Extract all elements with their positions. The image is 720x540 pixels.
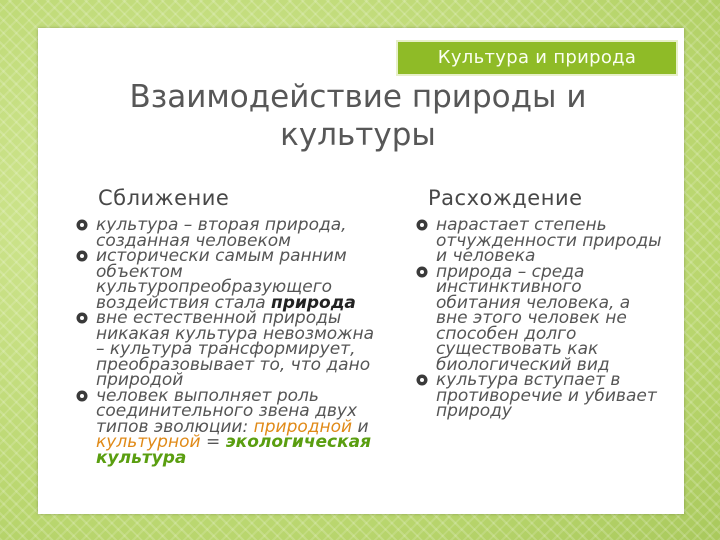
list-item-text: культура – вторая природа, созданная человеком bbox=[96, 215, 347, 251]
section-tag-label: Культура и природа bbox=[437, 47, 637, 68]
list-item-text: вне естественной природы никакая культура невозможна – культура трансформирует, преобразовывает то, что дано природой bbox=[96, 308, 375, 390]
bullet-icon bbox=[416, 219, 428, 231]
list-item-text: культура вступает в противоречие и убивает природу bbox=[436, 370, 657, 421]
bullet-icon bbox=[416, 374, 428, 386]
slide bbox=[38, 28, 684, 514]
list-item bbox=[76, 215, 376, 251]
highlight-natural: природной bbox=[253, 416, 353, 437]
highlight-ecological-culture: экологическая культура bbox=[96, 432, 372, 468]
bullet-icon bbox=[76, 312, 88, 324]
list-item-text: человек выполняет роль соединительного звена двух типов эволюции: bbox=[96, 385, 358, 437]
list-item bbox=[76, 308, 376, 390]
list-item-text: и bbox=[352, 416, 369, 437]
list-item-text: исторически самым ранним объектом культуропреобразующего воздействия стала bbox=[96, 246, 347, 313]
list-item-text: = bbox=[200, 432, 226, 452]
list-item bbox=[416, 261, 666, 375]
list-item bbox=[416, 215, 666, 266]
right-bullet-list bbox=[416, 215, 666, 421]
bullet-icon bbox=[416, 266, 428, 278]
bullet-icon bbox=[76, 390, 88, 402]
list-item-text: нарастает степень отчужденности природы и человека bbox=[436, 215, 662, 266]
list-item-text: природа – среда инстинктивного обитания человека, а вне этого человек не способен долго существовать как биологический вид bbox=[436, 261, 631, 375]
highlight-cultural: культурной bbox=[96, 432, 201, 452]
bullet-icon bbox=[76, 219, 88, 231]
list-item bbox=[76, 246, 376, 313]
left-bullet-list bbox=[76, 215, 376, 468]
bullet-icon bbox=[76, 250, 88, 262]
list-item bbox=[416, 370, 666, 421]
left-column-heading: Сближение bbox=[98, 186, 230, 210]
list-item bbox=[76, 385, 376, 468]
right-column-heading: Расхождение bbox=[428, 186, 583, 210]
section-tag bbox=[396, 40, 678, 76]
highlight-nature: природа bbox=[271, 292, 356, 313]
slide-title: Взаимодействие природы и культуры bbox=[129, 79, 587, 153]
